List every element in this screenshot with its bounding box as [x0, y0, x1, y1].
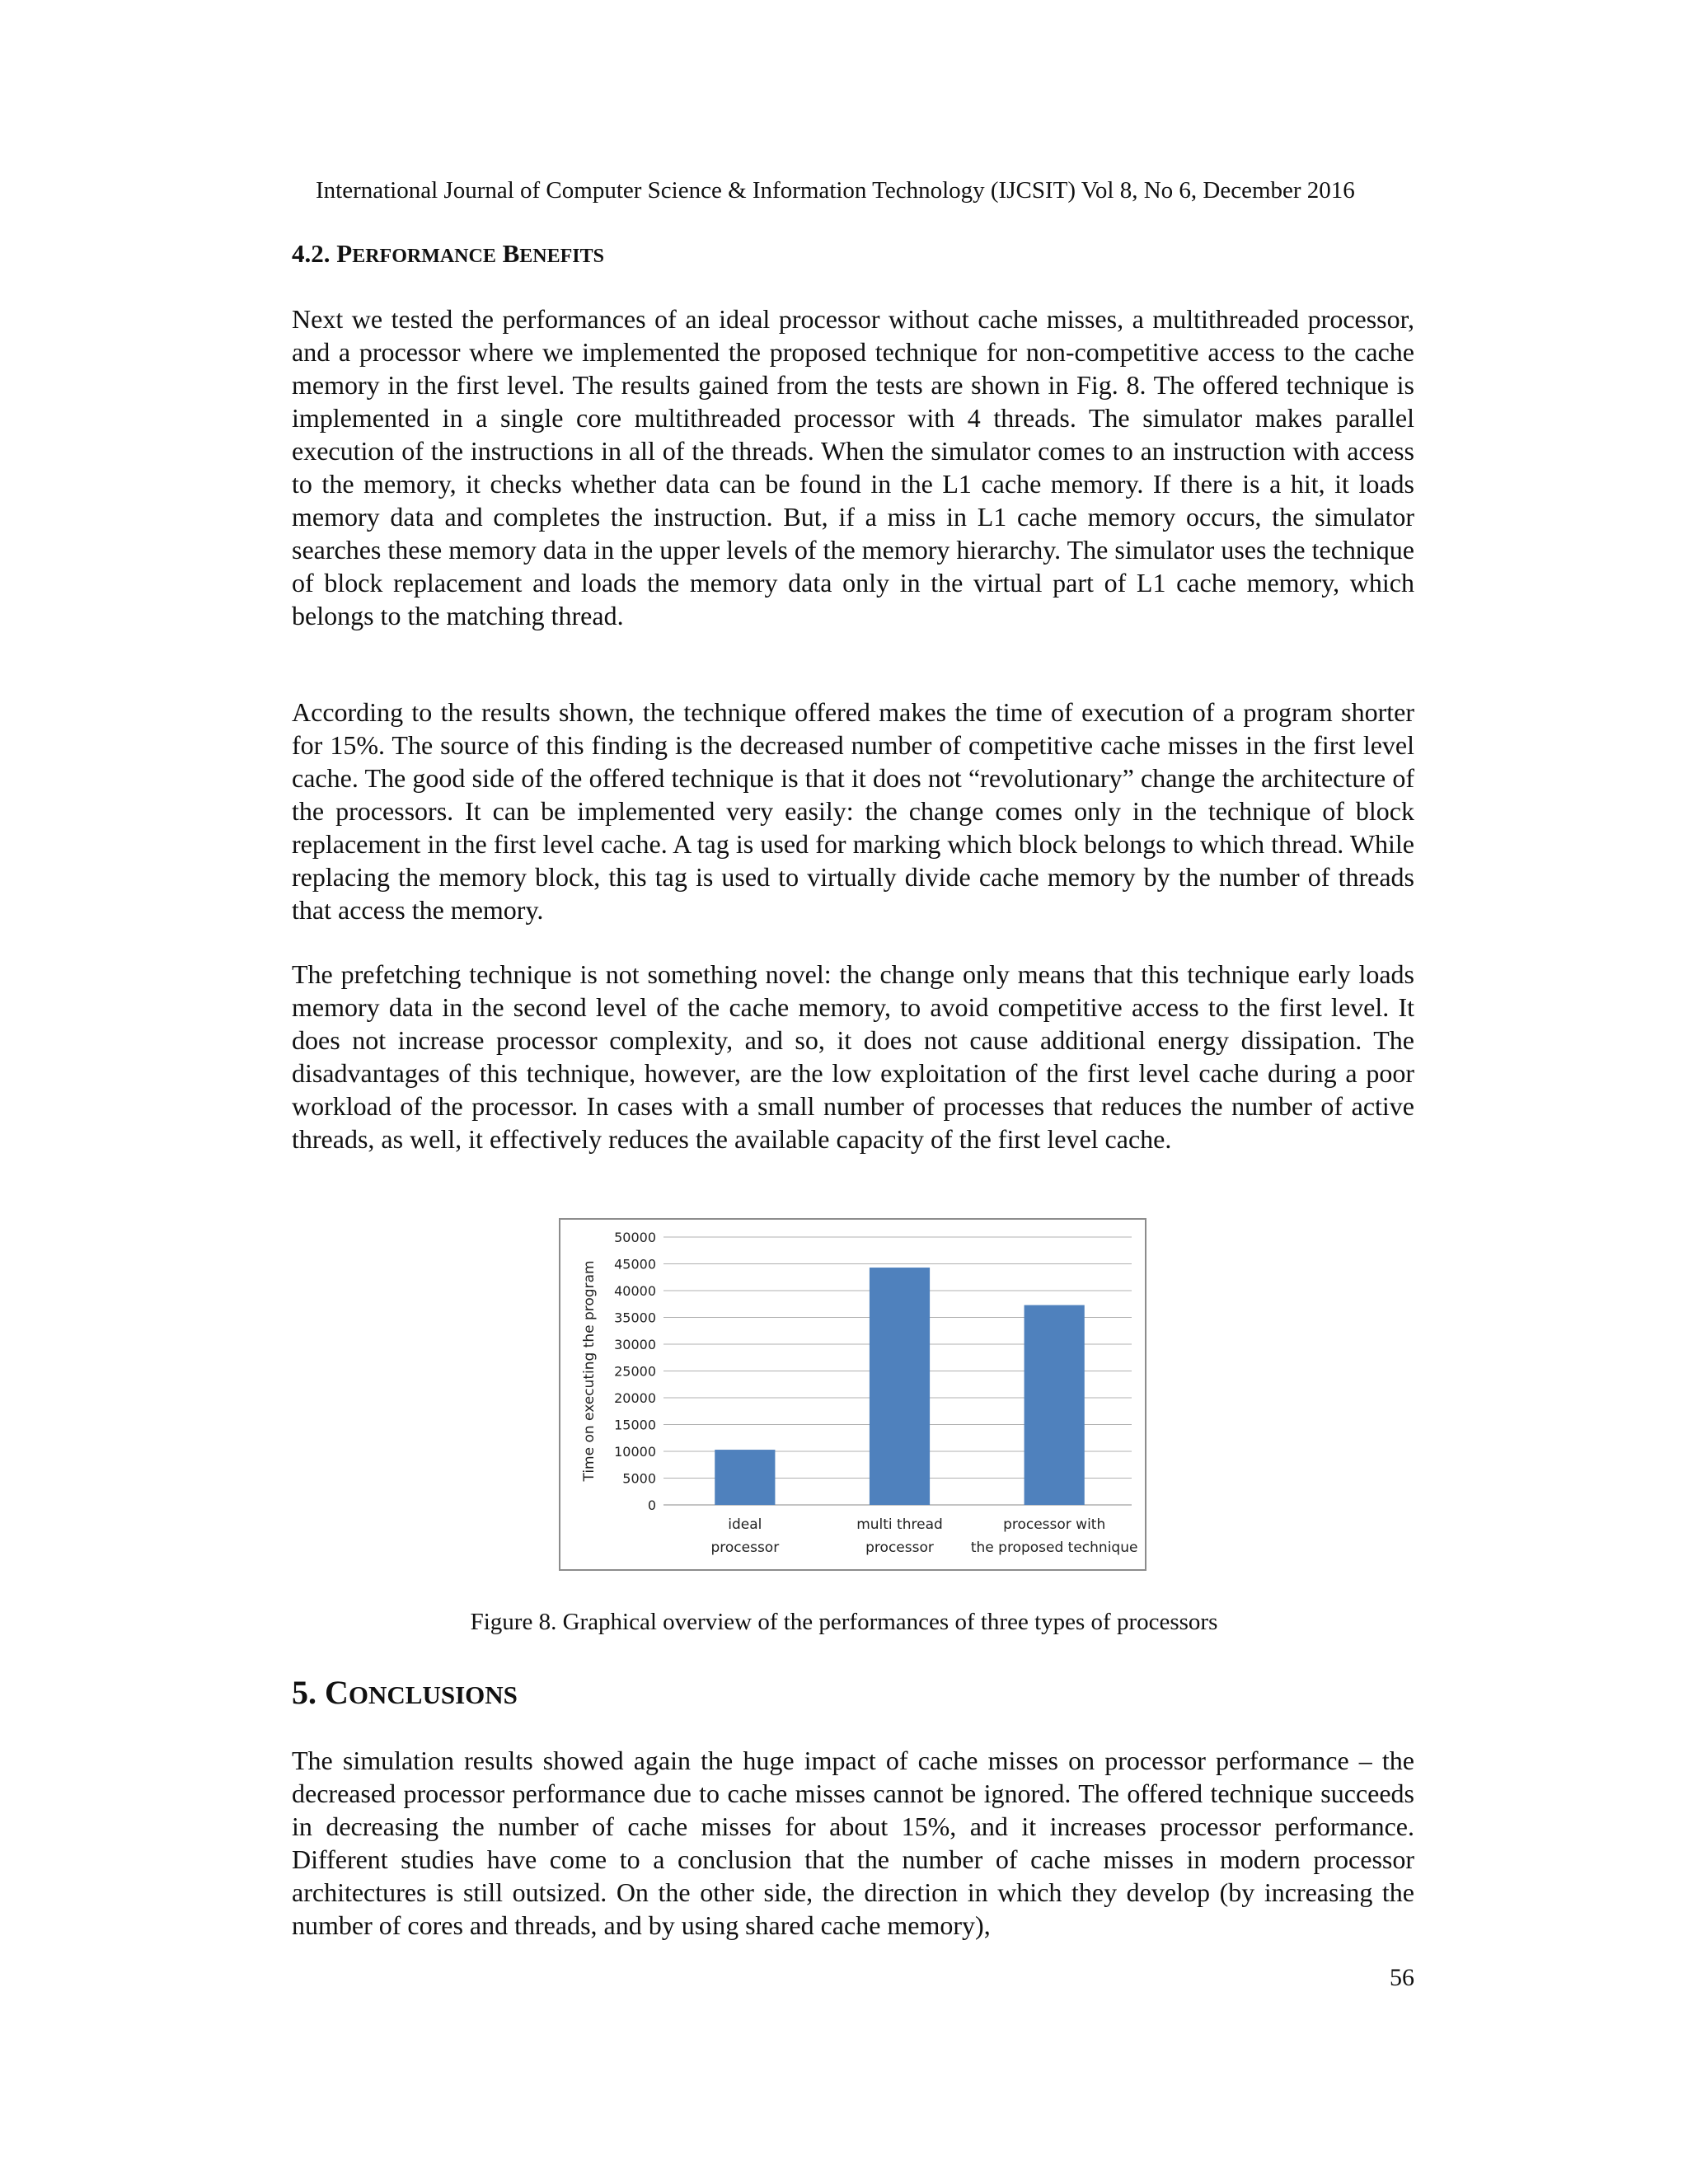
y-tick-label: 20000 [614, 1390, 656, 1406]
bar-3 [1025, 1305, 1085, 1505]
y-tick-label: 0 [647, 1497, 656, 1513]
x-category-label: the proposed technique [970, 1540, 1138, 1556]
y-tick-label: 50000 [614, 1230, 656, 1245]
section-heading [292, 237, 604, 273]
journal-header: International Journal of Computer Science & Information Technology (IJCSIT) Vol 8, No 6, December 2016 [316, 177, 1355, 204]
y-tick-label: 25000 [614, 1363, 656, 1380]
y-tick-label: 45000 [614, 1256, 656, 1272]
x-category-label: processor [710, 1540, 780, 1556]
conclusions-heading [292, 1673, 518, 1715]
section-number: 4.2. [292, 239, 331, 268]
conclusions-number: 5. [292, 1674, 316, 1711]
body-paragraph: According to the results shown, the technique offered makes the time of execution of a program shorter for 15%. The source of this finding is the decreased number of competitive cache misses in the first level cache. The good side of the offered technique is that it does not “revolutionary” change the architecture of the processors. It can be implemented very easily: the change comes only in the technique of block replacement in the first level cache. A tag is used for marking which block belongs to which thread. While replacing the memory block, this tag is used to virtually divide cache memory by the number of threads that access the memory. [292, 697, 1414, 925]
body-paragraph: Next we tested the performances of an ideal processor without cache misses, a multithreaded processor, and a processor where we implemented the proposed technique for non-competitive access to the cache memory in the first level. The results gained from the tests are shown in Fig. 8. The offered technique is implemented in a single core multithreaded processor with 4 threads. The simulator makes parallel execution of the instructions in all of the threads. When the simulator comes to an instruction with access to the memory, it checks whether data can be found in the L1 cache memory. If there is a hit, it loads memory data and completes the instruction. But, if a miss in L1 cache memory occurs, the simulator searches these memory data in the upper levels of the memory hierarchy. The simulator uses the technique of block replacement and loads the memory data only in the virtual part of L1 cache memory, which belongs to the matching thread. [292, 304, 1414, 630]
y-axis-title: Time on executing the program [581, 1260, 598, 1482]
y-tick-label: 5000 [622, 1470, 656, 1487]
figure-caption: Figure 8. Graphical overview of the performances of three types of processors [470, 1609, 1218, 1635]
y-tick-label: 40000 [614, 1283, 656, 1299]
x-category-label: ideal [728, 1516, 762, 1533]
y-tick-label: 35000 [614, 1310, 656, 1326]
conclusions-title: CONCLUSIONS [325, 1674, 518, 1711]
body-paragraph: The prefetching technique is not something novel: the change only means that this technique early loads memory data in the second level of the cache memory, to avoid competitive access to the first level. It does not increase processor complexity, and so, it does not cause additional energy dissipation. The disadvantages of this technique, however, are the low exploitation of the first level cache during a poor workload of the processor. In cases with a small number of processes that reduces the number of active threads, as well, it effectively reduces the available capacity of the first level cache. [292, 959, 1414, 1154]
y-tick-label: 30000 [614, 1337, 656, 1352]
page-number: 56 [1390, 1964, 1414, 1991]
y-tick-label: 10000 [614, 1444, 656, 1460]
bar-chart [560, 1220, 1145, 1569]
x-category-label: processor with [1003, 1516, 1106, 1533]
conclusions-paragraph: The simulation results showed again the huge impact of cache misses on processor performance – the decreased processor performance due to cache misses cannot be ignored. The offered technique succeeds in decreasing the number of cache misses for about 15%, and it increases processor performance. Different studies have come to a conclusion that the number of cache misses in modern processor architectures is still outsized. On the other side, the direction in which they develop (by increasing the number of cores and threads, and by using shared cache memory), [292, 1746, 1414, 1940]
bar-1 [715, 1450, 775, 1505]
section-title: PERFORMANCE BENEFITS [336, 239, 604, 268]
x-category-label: processor [865, 1540, 934, 1556]
y-tick-label: 15000 [614, 1417, 656, 1433]
x-category-label: multi thread [856, 1516, 943, 1533]
figure-8-chart [559, 1218, 1146, 1571]
bar-2 [870, 1268, 930, 1505]
